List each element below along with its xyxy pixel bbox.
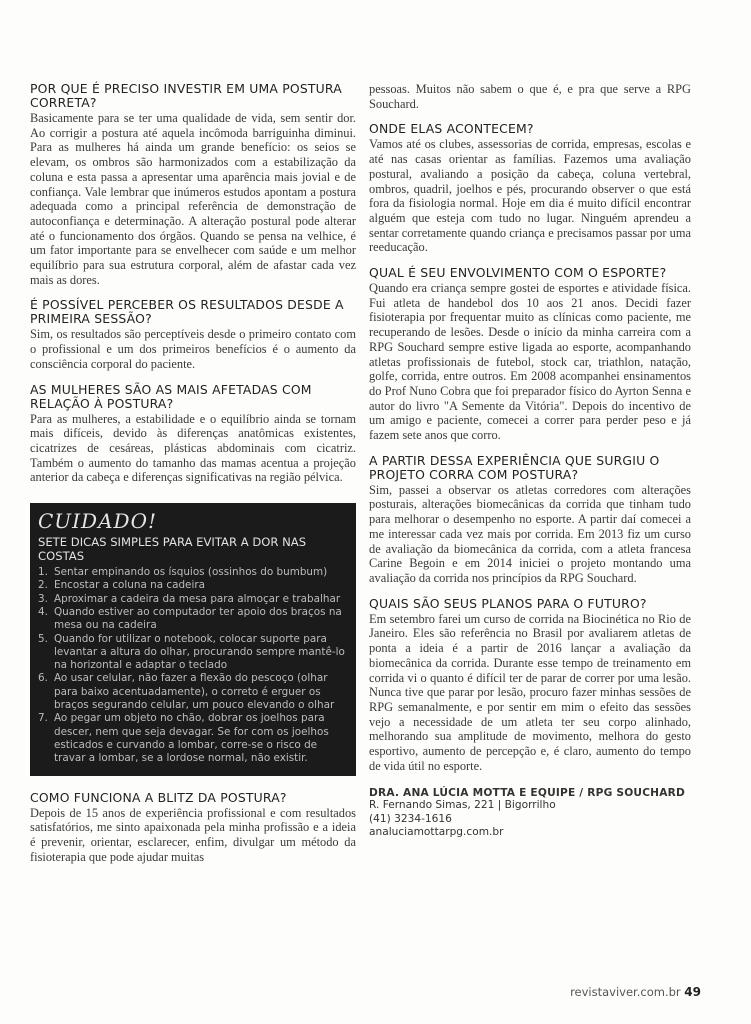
tip-number: 1. — [38, 566, 48, 579]
article-section — [369, 122, 691, 255]
article-section — [30, 298, 356, 371]
footer-site: revistaviver.com.br — [570, 985, 681, 999]
tip-number: 3. — [38, 592, 48, 605]
article-section — [369, 454, 691, 586]
tip-text: Quando estiver ao computador ter apoio dos braços na mesa ou na cadeira — [54, 605, 342, 632]
page-number: 49 — [684, 985, 701, 999]
section-heading: A PARTIR DESSA EXPERIÊNCIA QUE SURGIU O PROJETO CORRA COM POSTURA? — [369, 452, 660, 482]
tip-item — [38, 712, 346, 765]
section-body: Quando era criança sempre gostei de esportes e atividade física. Fui atleta de handebol dos 10 aos 21 anos. Decidi fazer fisioterapia por frequentar muito as clínicas como paciente, me recuperando de lesões. Desde o início da minha carreira com a RPG Souchard sempre estive ligada ao esporte, acompanhando atletas profissionais de futebol, stock car, triathlon, natação, golfe, corrida, entre outros. Em 2008 acompanhei ensinamentos do Prof Nuno Cobra que foi preparador físico do Ayrton Senna e autor do livro "A Semente da Vitória". Depois do incentivo de um amigo e paciente, comecei a correr para perder peso e já fazem sete anos que corro. — [369, 281, 691, 443]
tip-number: 4. — [38, 605, 48, 618]
tip-text: Sentar empinando os ísquios (ossinhos do bumbum) — [54, 566, 328, 579]
tip-item — [38, 579, 346, 592]
tip-text: Ao pegar um objeto no chão, dobrar os joelhos para descer, nem que seja devagar. Se for com os joelhos esticados e curvando a lombar, corre-se o risco de travar a lombar, se a lordose normal, não existir. — [54, 712, 329, 765]
section-heading: AS MULHERES SÃO AS MAIS AFETADAS COM RELAÇÃO À POSTURA? — [30, 381, 312, 411]
article-section — [30, 791, 356, 865]
author-address: R. Fernando Simas, 221 | Bigorrilho — [369, 799, 556, 812]
section-heading: ONDE ELAS ACONTECEM? — [369, 121, 534, 137]
tip-item — [38, 593, 346, 606]
author-signature — [369, 787, 691, 840]
tip-text: Aproximar a cadeira da mesa para almoçar e trabalhar — [54, 592, 341, 605]
page-footer — [570, 985, 701, 999]
section-heading: QUAIS SÃO SEUS PLANOS PARA O FUTURO? — [369, 595, 647, 611]
section-heading: POR QUE É PRECISO INVESTIR EM UMA POSTURA CORRETA? — [30, 81, 342, 110]
tip-item — [38, 672, 346, 712]
tip-item — [38, 566, 346, 579]
section-body: Vamos até os clubes, assessorias de corrida, empresas, escolas e até nas casas orientar as famílias. Fazemos uma avaliação postural, avaliando a posição da cabeça, coluna vertebral, ombros, quadril, joelhos e pés, procurando observer o que está fora da fisiologia normal. Hoje em dia é muito difícil encontrar alguém que esteja com tudo no lugar. Ninguém aprendeu a sentar corretamente quando criança e precisamos passar por uma reeducação. — [369, 137, 691, 255]
author-website: analuciamottarpg.com.br — [369, 826, 504, 839]
tip-number: 7. — [38, 712, 48, 725]
tip-number: 6. — [38, 672, 48, 685]
left-column — [30, 82, 356, 875]
tip-number: 5. — [38, 632, 48, 645]
section-body: Basicamente para se ter uma qualidade de vida, sem sentir dor. Ao corrigir a postura até aquela incômoda barriguinha diminui. Para as mulheres há ainda um grande benefício: os seios se elevam, os ombros são harmonizados com a estabilização da coluna e esta passa a apresentar uma aparência mais jovial e de confiança. Vale lembrar que inúmeros estudos apontam a postura adequada como a principal referência de demonstração de autoconfiança e determinação. A alteração postural pode alterar até o funcionamento dos órgãos. Quando se pensa na velhice, é um fator importante para se envelhecer com saúde e um melhor equilíbrio para sua estrutura corporal, além de afastar cada vez mais as dores. — [30, 111, 356, 287]
tips-list — [38, 566, 346, 765]
right-column — [369, 82, 691, 840]
section-body: Depois de 15 anos de experiência profissional e com resultados satisfatórios, me sinto apaixonada pela minha profissão e a ideia é prevenir, orientar, esclarecer, enfim, divulgar um método da fisioterapia que pode ajudar muitas — [30, 805, 356, 864]
article-section — [369, 597, 691, 774]
tip-number: 2. — [38, 579, 48, 592]
tips-box-subtitle: SETE DICAS SIMPLES PARA EVITAR A DOR NAS COSTAS — [38, 535, 307, 564]
tip-text: Ao usar celular, não fazer a flexão do pescoço (olhar para baixo acentuadamente), o correto é erguer os braços segurando celular, um pouco elevando o olhar — [54, 672, 335, 712]
article-section — [30, 82, 356, 287]
article-section — [30, 383, 356, 486]
section-body: Sim, passei a observar os atletas corredores com alterações posturais, alterações biomecânicas da corrida que tinham tudo para melhorar o desempenho no esporte. A partir daí comecei a me interessar cada vez mais por corrida. Em 2013 fiz um curso de avaliação da biomecânica da corrida, com a atleta francesa Carine Begoin e em 2014 iniciei o projeto montando uma avaliação da corrida nos princípios da RPG Souchard. — [369, 482, 691, 585]
continuation-text: pessoas. Muitos não sabem o que é, e pra que serve a RPG Souchard. — [369, 82, 691, 111]
tip-text: Encostar a coluna na cadeira — [54, 579, 205, 592]
article-continuation — [369, 82, 691, 111]
tip-item — [38, 606, 346, 633]
section-body: Sim, os resultados são perceptíveis desde o primeiro contato com o profissional e um dos primeiros benefícios é o aumento da consciência corporal do paciente. — [30, 327, 356, 371]
author-phone: (41) 3234-1616 — [369, 812, 452, 825]
section-body: Em setembro farei um curso de corrida na Biocinética no Rio de Janeiro. Eles são referência no Brasil por avaliarem atletas de ponta a ideia é a partir de 2016 lançar a avaliação da biomecânica da corrida. Durante esse tempo de treinamento em corrida vi o quanto é difícil ter de parar de correr por uma lesão. Nunca tive que parar por lesão, procuro fazer minhas sessões de RPG semanalmente, e por sentir em mim o efeito das sessões vejo a necessidade de um atleta ter seu corpo alinhado, melhorando sua amplitude de movimento, melhora do gesto esportivo, aumento de percepção e, é claro, aumento do tempo de vida útil no esporte. — [369, 611, 691, 773]
section-heading: É POSSÍVEL PERCEBER OS RESULTADOS DESDE A PRIMEIRA SESSÃO? — [30, 297, 344, 327]
section-body: Para as mulheres, a estabilidade e o equilíbrio ainda se tornam mais difíceis, devido às diferenças anatômicas existentes, cicatrizes de cesáreas, plásticas abdominais com cicatriz. Também o aumento do tamanho das mamas acentua a projeção anterior da cabeça e diferenças significativas na região pélvica. — [30, 411, 356, 485]
author-name: DRA. ANA LÚCIA MOTTA E EQUIPE / RPG SOUCHARD — [369, 787, 685, 800]
tip-text: Quando for utilizar o notebook, colocar suporte para levantar a altura do olhar, procurando sempre mantê-lo na horizontal e adaptar o teclado — [54, 632, 345, 672]
section-heading: QUAL É SEU ENVOLVIMENTO COM O ESPORTE? — [369, 265, 667, 281]
tip-item — [38, 633, 346, 673]
tips-box-title: CUIDADO! — [38, 509, 158, 534]
section-heading: COMO FUNCIONA A BLITZ DA POSTURA? — [30, 789, 287, 805]
tips-box — [30, 503, 356, 775]
article-section — [369, 266, 691, 443]
